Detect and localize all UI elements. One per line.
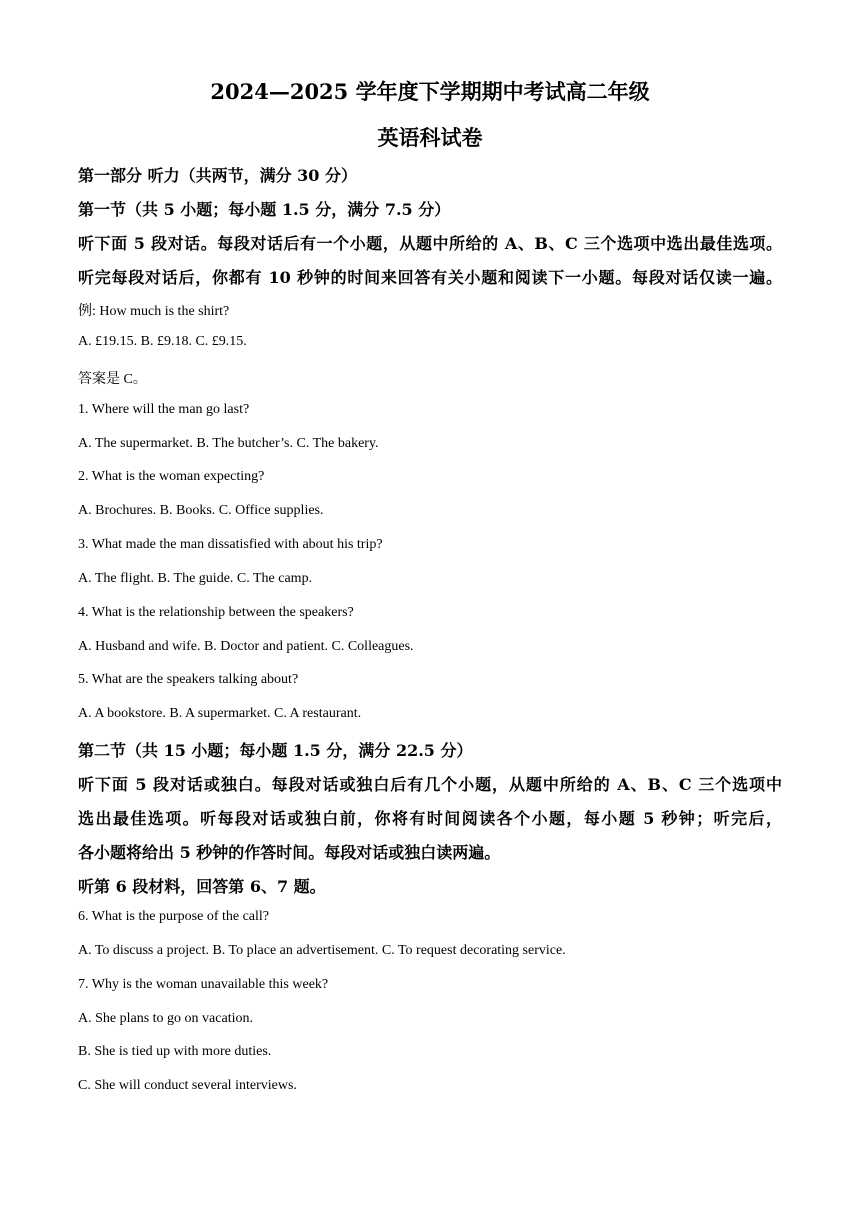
section-two-instruction-3: 各小题将给出 5 秒钟的作答时间。每段对话或独白读两遍。 [78,843,501,862]
question-2: 2. What is the woman expecting? [78,469,265,484]
exam-subtitle: 英语科试卷 [377,125,483,150]
question-2-options: A. Brochures. B. Books. C. Office supplies. [78,503,324,518]
section-two-instruction-2: 选出最佳选项。听每段对话或独白前，你将有时间阅读各个小题，每小题 5 秒钟；听完后， [78,809,782,828]
question-4: 4. What is the relationship between the speakers? [78,605,354,620]
section-one-instruction-1: 听下面 5 段对话。每段对话后有一个小题，从题中所给的 A、B、C 三个选项中选出最佳选项。 [78,234,782,253]
question-6: 6. What is the purpose of the call? [78,909,270,924]
question-7-option-c: C. She will conduct several interviews. [78,1078,297,1093]
question-7-option-b: B. She is tied up with more duties. [78,1044,272,1059]
question-6-options: A. To discuss a project. B. To place an advertisement. C. To request decorating service. [78,943,566,958]
question-7: 7. Why is the woman unavailable this week? [78,977,329,992]
question-5-options: A. A bookstore. B. A supermarket. C. A restaurant. [78,706,362,721]
question-1: 1. Where will the man go last? [78,402,250,417]
section-two-instruction-1: 听下面 5 段对话或独白。每段对话或独白后有几个小题，从题中所给的 A、B、C 三个选项中 [78,775,782,794]
example-options: A. £19.15. B. £9.18. C. £9.15. [78,334,247,349]
section-one-heading: 第一节（共 5 小题；每小题 1.5 分，满分 7.5 分） [78,200,451,219]
question-4-options: A. Husband and wife. B. Doctor and patient. C. Colleagues. [78,639,414,654]
section-one-instruction-2: 听完每段对话后，你都有 10 秒钟的时间来回答有关小题和阅读下一小题。每段对话仅读一遍。 [78,268,782,287]
question-3-options: A. The flight. B. The guide. C. The camp. [78,571,313,586]
example-question: 例: How much is the shirt? [78,304,230,319]
question-7-option-a: A. She plans to go on vacation. [78,1011,253,1026]
question-3: 3. What made the man dissatisfied with about his trip? [78,537,383,552]
material-6-heading: 听第 6 段材料，回答第 6、7 题。 [78,877,326,896]
part-one-heading: 第一部分 听力（共两节，满分 30 分） [78,166,357,185]
example-answer: 答案是 C。 [78,372,147,387]
section-two-heading: 第二节（共 15 小题；每小题 1.5 分，满分 22.5 分） [78,741,473,760]
question-5: 5. What are the speakers talking about? [78,672,299,687]
exam-title: 2024—2025 学年度下学期期中考试高二年级 [210,79,650,104]
question-1-options: A. The supermarket. B. The butcher’s. C. The bakery. [78,436,379,451]
